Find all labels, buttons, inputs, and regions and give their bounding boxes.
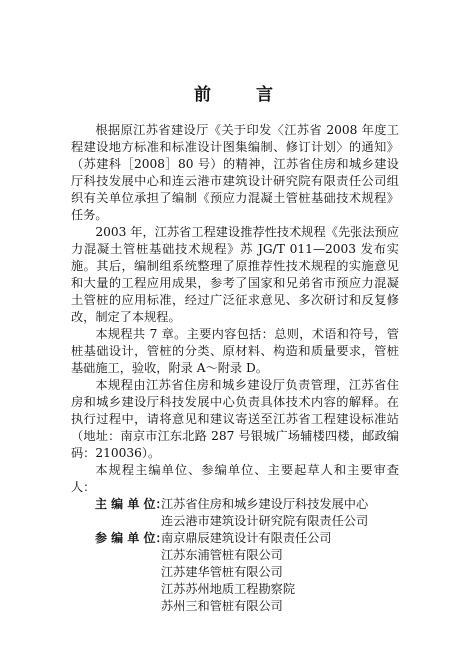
unit-name: 连云港市建筑设计研究院有限责任公司 xyxy=(161,514,369,528)
unit-name: 江苏东浦管桩有限公司 xyxy=(161,548,283,562)
unit-name: 苏州三和管桩有限公司 xyxy=(161,599,283,613)
chief-editor-label: 主 编 单 位： xyxy=(95,497,168,511)
unit-name: 江苏省住房和城乡建设厅科技发展中心 xyxy=(161,497,369,511)
participants-label: 参 编 单 位： xyxy=(95,531,168,545)
unit-name: 江苏苏州地质工程勘察院 xyxy=(161,582,296,596)
page-title: 前 言 xyxy=(194,85,287,105)
paragraph: 本规程共 7 章。主要内容包括：总则，术语和符号，管桩基础设计，管桩的分类、原材料、构造和质量要求，管桩基础施工，验收，附录 A～附录 D。 xyxy=(71,327,399,375)
unit-list xyxy=(71,496,399,615)
paragraph: 本规程由江苏省住房和城乡建设厅负责管理，江苏省住房和城乡建设厅科技发展中心负责具体技术内容的解释。在执行过程中，请将意见和建议寄送至江苏省工程建设标准站（地址：南京市江东北路 287 号银城广场辅楼四楼，邮政编码：210036）。 xyxy=(71,378,399,460)
preface-body xyxy=(71,122,399,615)
paragraph: 根据原江苏省建设厅《关于印发〈江苏省 2008 年度工程建设地方标准和标准设计图集编制、修订计划〉的通知》（苏建科［2008］80 号）的精神，江苏省住房和城乡建设厅科技发展中心和连云港市建筑设计研究院有限责任公司组织有关单位承担了编制《预应力混凝土管桩基础技术规程》任务。 xyxy=(71,123,399,222)
chief-editor-units xyxy=(161,496,399,530)
unit-name: 南京鼎辰建筑设计有限责任公司 xyxy=(161,531,332,545)
chief-editor-row xyxy=(71,496,399,530)
participants-row xyxy=(71,530,399,615)
paragraph: 2003 年，江苏省工程建设推荐性技术规程《先张法预应力混凝土管桩基础技术规程》苏 JG/T 011—2003 发布实施。其后，编制组系统整理了原推荐性技术规程的实施意见和大量的工程应用成果，参考了国家和兄弟省市预应力混凝土管桩的应用标准，经过广泛征求意见、多次研讨和反复修改，制定了本规程。 xyxy=(71,225,399,324)
unit-name: 江苏建华管桩有限公司 xyxy=(161,565,283,579)
paragraph: 本规程主编单位、参编单位、主要起草人和主要审查人： xyxy=(71,463,399,494)
participants-units xyxy=(161,530,399,615)
